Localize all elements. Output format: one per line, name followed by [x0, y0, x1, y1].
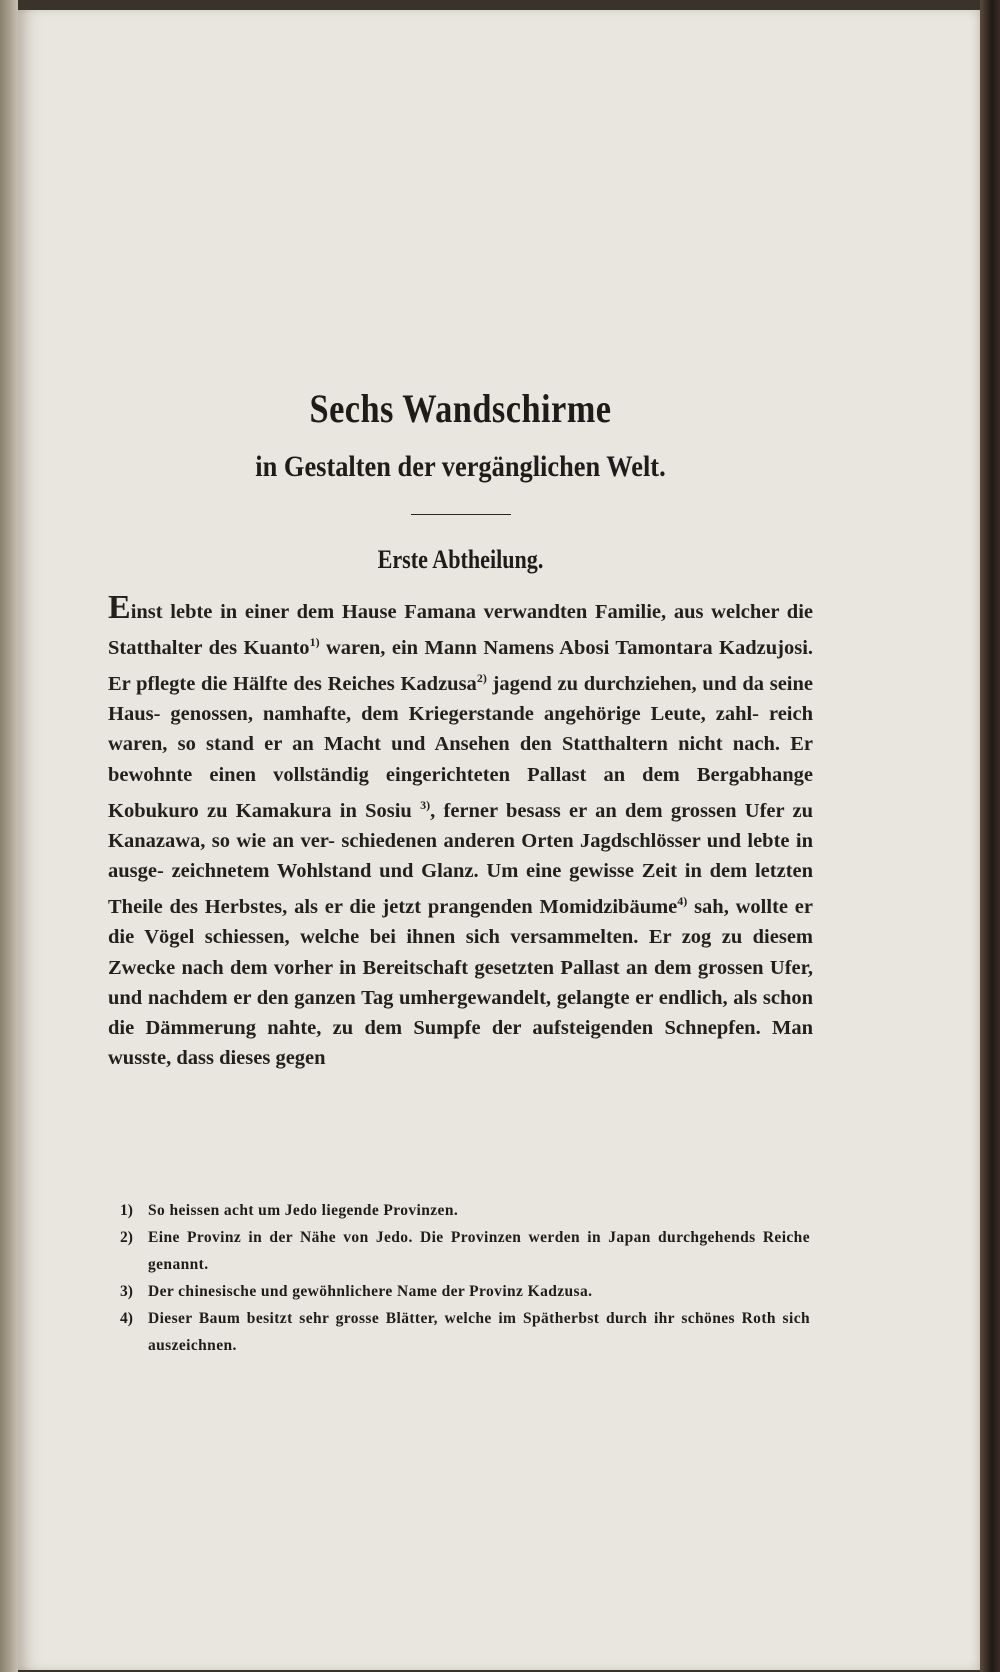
- footnote-ref: 3): [420, 797, 431, 812]
- body-line: Momidzibäume: [539, 896, 678, 919]
- footnote: [120, 1197, 810, 1224]
- footnote-mark: 4): [120, 1310, 133, 1327]
- book-edge-right: [980, 0, 1000, 1672]
- footnote-ref: 1): [309, 635, 320, 650]
- body-line: schiedenen anderen Orten Jagdschlösser und lebte in ausge-: [108, 829, 814, 883]
- body-line: Namens Abosi Tamontara Kadzujosi. Er pflegte die Hälfte des: [108, 637, 814, 696]
- footnotes: [120, 1197, 810, 1359]
- body-line: der aufsteigenden Schnepfen. Man wusste, dass dieses gegen: [108, 1016, 813, 1070]
- body-line: waren, ein Mann: [326, 637, 477, 660]
- body-line: Ufer, und nachdem er den ganzen Tag umhergewandelt, gelangte: [108, 956, 813, 1009]
- body-line: aus welcher die Statthalter des Kuanto: [108, 601, 813, 660]
- page-subtitle: in Gestalten der vergänglichen Welt.: [255, 450, 666, 483]
- footnote-mark: 1): [120, 1202, 133, 1219]
- body-line: an dem Bergabhange Kobukuro zu Kamakura in Sosiu: [108, 763, 814, 822]
- footnote-text: Dieser Baum besitzt sehr grosse Blätter, welche im Spätherbst durch ihr schönes Roth sich auszeichnen.: [148, 1310, 810, 1354]
- page-content: [108, 385, 813, 1073]
- section-heading: Erste Abtheilung.: [377, 545, 544, 574]
- body-line: Reiches Kadzusa: [327, 673, 477, 696]
- footnote-mark: 2): [120, 1229, 133, 1246]
- footnote: [120, 1224, 810, 1278]
- body-line: inst lebte in einer dem Hause Famana verwandten Familie,: [130, 601, 667, 623]
- body-line: jagend zu durchziehen, und da seine Haus-: [108, 673, 814, 726]
- footnote-text: Eine Provinz in der Nähe von Jedo. Die Provinzen werden in Japan durchgehends Reiche genannt.: [148, 1229, 810, 1273]
- body-line: , ferner: [430, 799, 498, 822]
- footnote-ref: 4): [677, 894, 688, 909]
- body-line: reich waren, so stand er an Macht und Ansehen den Statthaltern: [108, 703, 813, 756]
- body-line: sah, wollte er die Vögel schiessen, welche: [108, 896, 813, 949]
- book-spine-left-edge: [0, 0, 18, 1672]
- footnote-text: Der chinesische und gewöhnlichere Name der Provinz Kadzusa.: [148, 1283, 593, 1300]
- footnote-text: So heissen acht um Jedo liegende Provinzen.: [148, 1202, 459, 1219]
- footnote: [120, 1278, 810, 1305]
- body-line: bei ihnen sich versammelten. Er zog zu diesem Zwecke nach: [108, 926, 813, 979]
- drop-cap: E: [108, 589, 131, 626]
- body-line: er endlich, als schon die Dämmerung nahte, zu dem Sumpfe: [108, 986, 813, 1039]
- body-line: zeichnetem Wohlstand und Glanz. Um eine gewisse Zeit in: [171, 860, 702, 883]
- body-line: besass er an dem grossen Ufer zu Kanazawa, so wie an ver-: [108, 799, 813, 852]
- page-title: Sechs Wandschirme: [309, 386, 612, 431]
- body-line: genossen, namhafte, dem Kriegerstande angehörige Leute, zahl-: [170, 703, 760, 726]
- title-divider-rule: [411, 514, 511, 515]
- body-line: dem letzten Theile des Herbstes, als er die jetzt prangenden: [108, 860, 814, 919]
- footnote-mark: 3): [120, 1283, 133, 1300]
- body-line: nicht nach. Er bewohnte einen vollständig eingerichteten Pallast: [108, 733, 813, 786]
- body-paragraph: [108, 589, 814, 1073]
- footnote: [120, 1305, 810, 1359]
- footnote-ref: 2): [476, 671, 487, 686]
- body-line: dem vorher in Bereitschaft gesetzten Pallast an dem grossen: [230, 956, 764, 979]
